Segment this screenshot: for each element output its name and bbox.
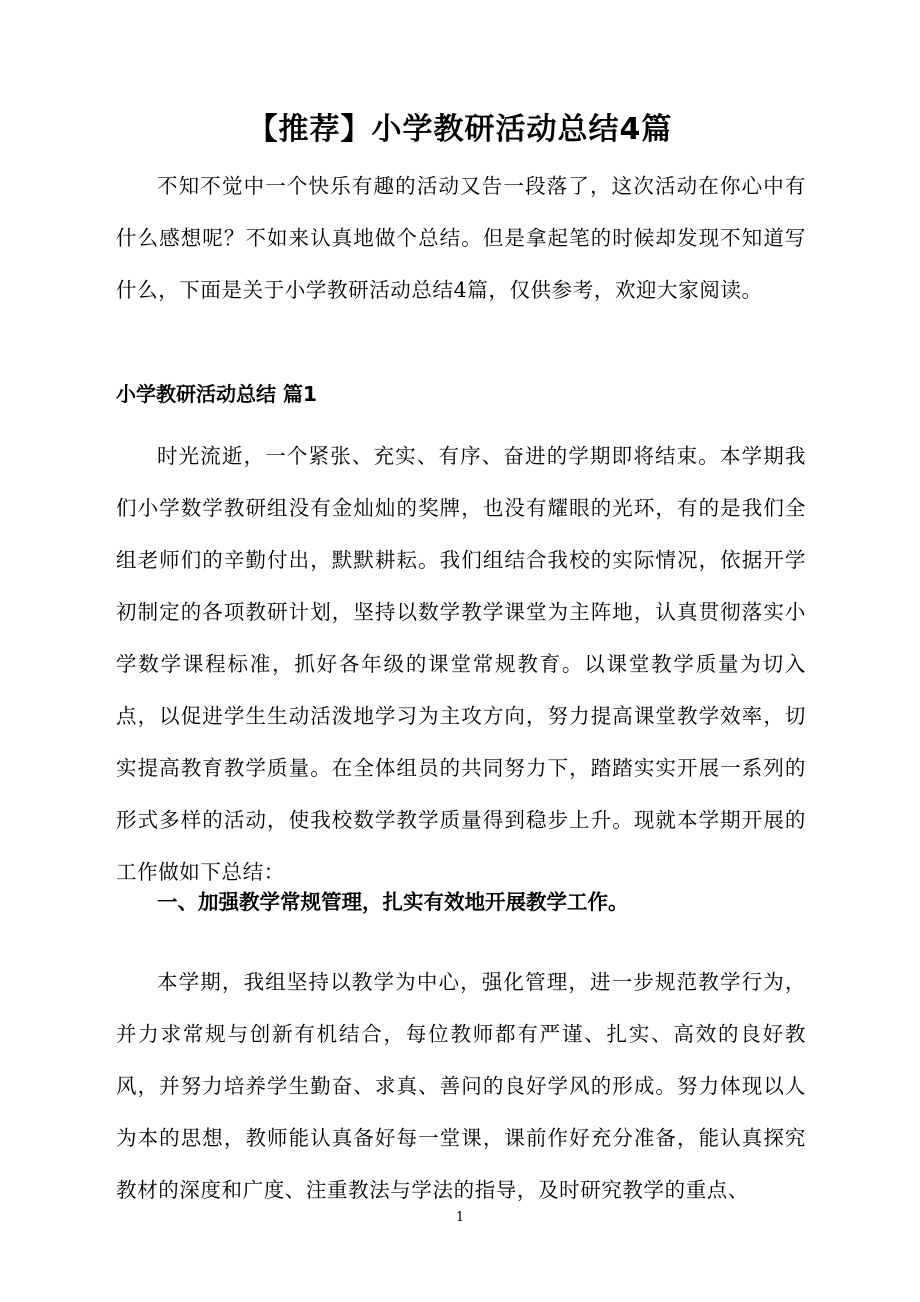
section-heading: 小学教研活动总结 篇1 [116,382,317,406]
body-paragraph-1: 时光流逝，一个紧张、充实、有序、奋进的学期即将结束。本学期我们小学数学教研组没有金灿灿的奖牌，也没有耀眼的光环，有的是我们全组老师们的辛勤付出，默默耕耘。我们组结合我校的实际情况，依据开学初制定的各项教研计划，坚持以数学教学课堂为主阵地，认真贯彻落实小学数学课程标准，抓好各年级的课堂常规教育。以课堂教学质量为切入点，以促进学生生动活泼地学习为主攻方向，努力提高课堂教学效率，切实提高教育教学质量。在全体组员的共同努力下，踏踏实实开展一系列的形式多样的活动，使我校数学教学质量得到稳步上升。现就本学期开展的工作做如下总结： [116,444,806,884]
page-number: 1 [455,1210,465,1225]
intro-paragraph: 不知不觉中一个快乐有趣的活动又告一段落了，这次活动在你心中有什么感想呢？不如来认真地做个总结。但是拿起笔的时候却发现不知道写什么，下面是关于小学教研活动总结4篇，仅供参考，欢迎大家阅读。 [116,174,806,302]
body-paragraph-2: 本学期，我组坚持以教学为中心，强化管理，进一步规范教学行为，并力求常规与创新有机结合，每位教师都有严谨、扎实、高效的良好教风，并努力培养学生勤奋、求真、善问的良好学风的形成。努力体现以人为本的思想，教师能认真备好每一堂课，课前作好充分准备，能认真探究教材的深度和广度、注重教法与学法的指导，及时研究教学的重点、 [116,970,806,1202]
subsection-heading-1: 一、加强教学常规管理，扎实有效地开展教学工作。 [157,890,629,914]
document-title: 【推荐】小学教研活动总结4篇 [247,112,673,147]
